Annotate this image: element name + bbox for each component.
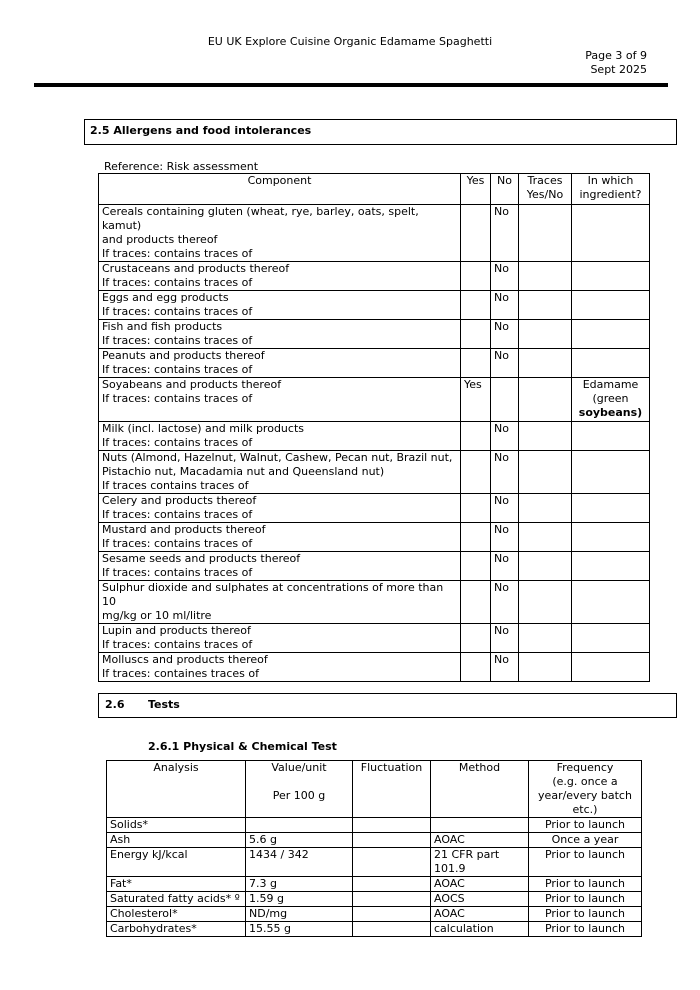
fluctuation-cell [353,907,431,922]
allergen-component-cell [99,349,461,378]
allergen-traces-cell [519,422,572,451]
header-divider [34,83,668,87]
allergen-yes-cell [461,653,491,682]
tests-row [107,877,642,892]
header-line: Analysis [153,761,199,774]
allergen-traces-cell [519,378,572,422]
frequency-cell: Prior to launch [529,922,642,937]
document-date: Sept 2025 [590,63,647,76]
column-header-which-label: In which ingredient? [579,174,642,201]
allergen-component-cell [99,262,461,291]
header-line [249,775,349,789]
column-header-method [431,761,529,818]
allergen-component-cell [99,581,461,624]
allergen-yes-cell [461,320,491,349]
tests-table-body [107,818,642,937]
allergen-table-body [99,205,650,682]
method-cell [431,907,529,922]
allergen-row [99,494,650,523]
tests-header-row [107,761,642,818]
allergen-row [99,262,650,291]
component-line: If traces: contains traces of [102,638,253,651]
component-line: If traces: contains traces of [102,276,253,289]
allergen-no-cell [491,378,519,422]
allergen-yes-cell [461,552,491,581]
component-line: If traces: contains traces of [102,363,253,376]
component-line: Molluscs and products thereof [102,653,268,666]
analysis-cell: Solids* [107,818,246,833]
allergen-no-cell: No [491,205,519,262]
tests-row [107,833,642,848]
allergen-component-cell [99,291,461,320]
fluctuation-cell [353,833,431,848]
analysis-cell: Fat* [107,877,246,892]
section-heading-tests [98,693,677,718]
ingredient-line: soybeans) [578,406,643,419]
column-header-component: Component [99,174,461,205]
allergen-traces-cell [519,523,572,552]
allergen-traces-cell [519,494,572,523]
allergen-component-cell [99,378,461,422]
column-header-analysis [107,761,246,818]
allergen-component-cell [99,451,461,494]
header-line: Method [458,761,501,774]
allergen-component-cell [99,320,461,349]
allergen-header-row [99,174,650,205]
component-line: If traces: contains traces of [102,392,253,405]
component-line: If traces: containes traces of [102,667,259,680]
allergen-row [99,653,650,682]
allergen-yes-cell [461,494,491,523]
component-line: Celery and products thereof [102,494,257,507]
allergen-no-cell: No [491,320,519,349]
allergen-row [99,291,650,320]
allergen-no-cell: No [491,291,519,320]
allergen-ingredient-cell [572,422,650,451]
allergen-component-cell [99,494,461,523]
value-cell: 15.55 g [246,922,353,937]
component-line: Sulphur dioxide and sulphates at concentrations of more than 10 [102,581,444,608]
frequency-cell: Once a year [529,833,642,848]
allergen-traces-cell [519,581,572,624]
method-line: calculation [434,922,494,935]
allergen-yes-cell [461,581,491,624]
method-cell [431,818,529,833]
allergen-ingredient-cell [572,291,650,320]
allergen-ingredient-cell [572,624,650,653]
allergen-traces-cell [519,320,572,349]
allergen-row [99,378,650,422]
document-title: EU UK Explore Cuisine Organic Edamame Spaghetti [207,35,493,48]
allergen-yes-cell [461,349,491,378]
component-line: If traces: contains traces of [102,334,253,347]
allergen-component-cell [99,205,461,262]
method-cell [431,892,529,907]
allergen-traces-cell [519,349,572,378]
fluctuation-cell [353,818,431,833]
value-cell [246,818,353,833]
frequency-cell: Prior to launch [529,848,642,877]
component-line: Lupin and products thereof [102,624,251,637]
allergen-traces-cell [519,451,572,494]
component-line: Pistachio nut, Macadamia nut and Queensland nut) [102,465,385,478]
component-line: Crustaceans and products thereof [102,262,290,275]
column-header-frequency [529,761,642,818]
allergen-traces-cell [519,262,572,291]
allergen-component-cell [99,552,461,581]
allergen-ingredient-cell [572,523,650,552]
fluctuation-cell [353,922,431,937]
allergen-no-cell: No [491,624,519,653]
method-line: AOCS [434,892,465,905]
header-line: Per 100 g [272,789,326,802]
allergen-traces-cell [519,205,572,262]
allergen-yes-cell [461,451,491,494]
allergen-ingredient-cell [572,552,650,581]
reference-note: Reference: Risk assessment [104,160,259,173]
method-line: AOAC [434,833,465,846]
allergen-row [99,349,650,378]
allergen-yes-cell [461,523,491,552]
method-line: AOAC [434,907,465,920]
value-cell: 1434 / 342 [246,848,353,877]
section-number: 2.6 [105,698,125,711]
allergen-yes-cell [461,624,491,653]
allergen-row [99,422,650,451]
frequency-cell: Prior to launch [529,818,642,833]
fluctuation-cell [353,892,431,907]
tests-row [107,907,642,922]
value-cell: 1.59 g [246,892,353,907]
allergen-yes-cell: Yes [461,378,491,422]
component-line: If traces: contains traces of [102,508,253,521]
component-line: If traces: contains traces of [102,436,253,449]
frequency-cell: Prior to launch [529,907,642,922]
allergen-ingredient-cell [572,262,650,291]
tests-row [107,848,642,877]
allergen-traces-cell [519,653,572,682]
allergen-no-cell: No [491,262,519,291]
allergen-component-cell [99,653,461,682]
component-line: Milk (incl. lactose) and milk products [102,422,304,435]
method-line: 21 CFR part [434,848,500,861]
allergen-traces-cell [519,552,572,581]
method-line: 101.9 [434,862,466,875]
fluctuation-cell [353,848,431,877]
allergen-no-cell: No [491,422,519,451]
component-line: Eggs and egg products [102,291,229,304]
tests-table [106,760,642,937]
allergen-ingredient-cell [572,581,650,624]
component-line: Fish and fish products [102,320,223,333]
component-line: If traces: contains traces of [102,566,253,579]
allergen-traces-cell [519,624,572,653]
allergen-yes-cell [461,422,491,451]
value-cell: 5.6 g [246,833,353,848]
allergen-yes-cell [461,262,491,291]
section-heading-text: 2.5 Allergens and food intolerances [90,124,312,137]
component-line: and products thereof [102,233,218,246]
tests-row [107,818,642,833]
method-cell [431,848,529,877]
header-line: Fluctuation [360,761,423,774]
tests-row [107,922,642,937]
allergen-row [99,523,650,552]
column-header-traces-label: Traces Yes/No [526,174,564,201]
column-header-traces [519,174,572,205]
component-line: If traces: contains traces of [102,247,253,260]
component-line: Soyabeans and products thereof [102,378,282,391]
frequency-cell: Prior to launch [529,877,642,892]
analysis-cell: Saturated fatty acids* º [107,892,246,907]
component-line: mg/kg or 10 ml/litre [102,609,212,622]
analysis-cell: Ash [107,833,246,848]
column-header-value-unit [246,761,353,818]
allergen-ingredient-cell [572,653,650,682]
component-line: Peanuts and products thereof [102,349,265,362]
method-cell [431,877,529,892]
subsection-heading: 2.6.1 Physical & Chemical Test [148,740,337,753]
allergen-no-cell: No [491,552,519,581]
allergen-row [99,624,650,653]
page-number: Page 3 of 9 [585,49,647,62]
allergen-row [99,552,650,581]
allergen-no-cell: No [491,653,519,682]
method-cell [431,833,529,848]
fluctuation-cell [353,877,431,892]
analysis-cell: Energy kJ/kcal [107,848,246,877]
allergen-component-cell [99,624,461,653]
component-line: If traces: contains traces of [102,305,253,318]
component-line: If traces: contains traces of [102,537,253,550]
column-header-fluctuation [353,761,431,818]
header-line: etc.) [572,803,598,816]
allergen-no-cell: No [491,451,519,494]
section-heading-allergens [84,119,677,145]
analysis-cell: Carbohydrates* [107,922,246,937]
value-cell: ND/mg [246,907,353,922]
allergen-ingredient-cell [572,378,650,422]
allergen-row [99,581,650,624]
ingredient-line: (green [592,392,629,405]
allergen-ingredient-cell [572,349,650,378]
analysis-cell: Cholesterol* [107,907,246,922]
component-line: Nuts (Almond, Hazelnut, Walnut, Cashew, Pecan nut, Brazil nut, [102,451,453,464]
allergen-row [99,320,650,349]
allergen-yes-cell [461,205,491,262]
ingredient-line: Edamame [582,378,639,391]
header-line: year/every batch [538,789,632,802]
header-line: (e.g. once a [552,775,618,788]
value-cell: 7.3 g [246,877,353,892]
column-header-which [572,174,650,205]
allergen-no-cell: No [491,349,519,378]
section-heading-text: Tests [148,698,180,711]
frequency-cell: Prior to launch [529,892,642,907]
component-line: If traces contains traces of [102,479,249,492]
allergen-ingredient-cell [572,320,650,349]
allergen-table [98,173,650,682]
allergen-no-cell: No [491,581,519,624]
allergen-yes-cell [461,291,491,320]
allergen-row [99,205,650,262]
allergen-ingredient-cell [572,494,650,523]
method-cell [431,922,529,937]
allergen-ingredient-cell [572,451,650,494]
header-line: Frequency [556,761,614,774]
allergen-no-cell: No [491,523,519,552]
allergen-no-cell: No [491,494,519,523]
allergen-traces-cell [519,291,572,320]
column-header-yes: Yes [461,174,491,205]
method-line: AOAC [434,877,465,890]
column-header-no: No [491,174,519,205]
allergen-ingredient-cell [572,205,650,262]
component-line: Cereals containing gluten (wheat, rye, barley, oats, spelt, kamut) [102,205,419,232]
allergen-component-cell [99,422,461,451]
component-line: Mustard and products thereof [102,523,266,536]
allergen-row [99,451,650,494]
tests-row [107,892,642,907]
component-line: Sesame seeds and products thereof [102,552,301,565]
allergen-component-cell [99,523,461,552]
header-line: Value/unit [271,761,327,774]
